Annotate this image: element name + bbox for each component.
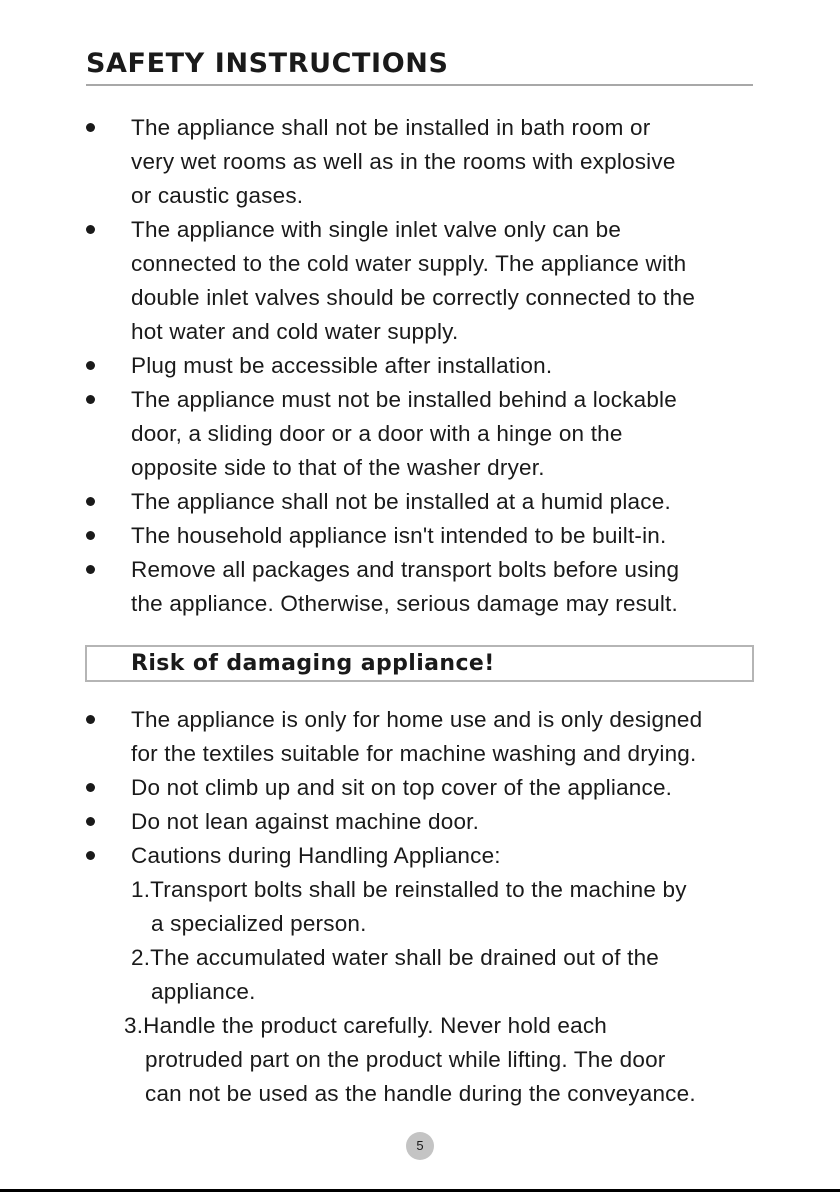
list-item: [0, 703, 840, 771]
handling-step-line: appliance.: [151, 979, 256, 1004]
page-number: 5: [406, 1132, 434, 1160]
item-line: for the textiles suitable for machine washing and drying.: [131, 741, 697, 766]
list-item: [0, 349, 840, 383]
item-line: very wet rooms as well as in the rooms with explosive: [131, 149, 676, 174]
handling-step-line: can not be used as the handle during the conveyance.: [145, 1081, 696, 1106]
page-title: SAFETY INSTRUCTIONS: [86, 48, 449, 79]
bullet-icon: [86, 817, 95, 826]
handling-step-line: 2.The accumulated water shall be drained out of the: [131, 945, 660, 970]
item-line: connected to the cold water supply. The appliance with: [131, 251, 687, 276]
item-line: The appliance shall not be installed in bath room or: [131, 115, 651, 140]
handling-step-line: 1.Transport bolts shall be reinstalled to the machine by: [131, 877, 687, 902]
risk-list: [0, 703, 840, 873]
item-line: or caustic gases.: [131, 183, 304, 208]
item-line: The appliance must not be installed behind a lockable: [131, 387, 677, 412]
list-item: [0, 553, 840, 621]
bullet-icon: [86, 497, 95, 506]
bullet-icon: [86, 361, 95, 370]
list-item: [0, 485, 840, 519]
item-line: opposite side to that of the washer dryer.: [131, 455, 545, 480]
list-item: [0, 771, 840, 805]
item-line: hot water and cold water supply.: [131, 319, 459, 344]
bullet-icon: [86, 715, 95, 724]
item-line: The appliance shall not be installed at a humid place.: [131, 489, 671, 514]
handling-step-line: protruded part on the product while lifting. The door: [145, 1047, 666, 1072]
item-line: The appliance with single inlet valve only can be: [131, 217, 622, 242]
item-line: double inlet valves should be correctly connected to the: [131, 285, 696, 310]
bullet-icon: [86, 395, 95, 404]
item-line: Cautions during Handling Appliance:: [131, 843, 501, 868]
item-line: Plug must be accessible after installation.: [131, 353, 553, 378]
handling-step-line: a specialized person.: [151, 911, 367, 936]
bullet-icon: [86, 225, 95, 234]
risk-heading: Risk of damaging appliance!: [131, 651, 495, 676]
item-line: The household appliance isn't intended to be built-in.: [131, 523, 667, 548]
item-line: Do not lean against machine door.: [131, 809, 480, 834]
item-line: Do not climb up and sit on top cover of the appliance.: [131, 775, 673, 800]
item-line: the appliance. Otherwise, serious damage may result.: [131, 591, 678, 616]
bullet-icon: [86, 783, 95, 792]
list-item: [0, 519, 840, 553]
handling-step-line: 3.Handle the product carefully. Never hold each: [124, 1013, 608, 1038]
risk-heading-box: [85, 645, 754, 682]
bullet-icon: [86, 565, 95, 574]
title-divider: [86, 84, 753, 86]
list-item: [0, 805, 840, 839]
bullet-icon: [86, 123, 95, 132]
list-item: [0, 839, 840, 873]
installation-list: [0, 111, 840, 621]
list-item: [0, 111, 840, 213]
bullet-icon: [86, 851, 95, 860]
item-line: The appliance is only for home use and is only designed: [131, 707, 703, 732]
list-item: [0, 213, 840, 349]
item-line: door, a sliding door or a door with a hinge on the: [131, 421, 623, 446]
item-line: Remove all packages and transport bolts before using: [131, 557, 680, 582]
bullet-icon: [86, 531, 95, 540]
list-item: [0, 383, 840, 485]
